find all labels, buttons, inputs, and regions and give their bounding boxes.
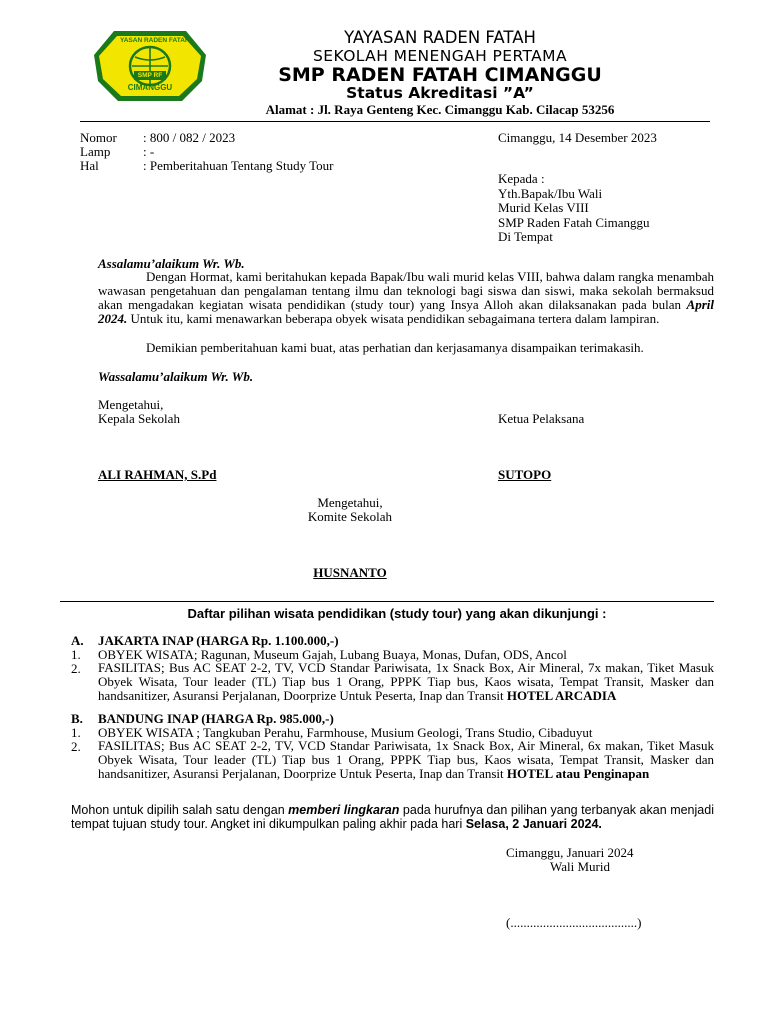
option-a2-hotel: HOTEL ARCADIA xyxy=(506,688,617,703)
recipient-line: Yth.Bapak/Ibu Wali xyxy=(498,185,603,201)
logo-bottom-text: CIMANGGU xyxy=(127,83,173,92)
hal-label: Hal xyxy=(80,158,99,173)
paragraph-1 xyxy=(98,270,714,326)
logo-mid-text: SMP RF xyxy=(137,72,163,79)
greeting: Assalamu’alaikum Wr. Wb. xyxy=(98,256,245,271)
recipient-line: Murid Kelas VIII xyxy=(498,200,589,215)
accreditation-status: Status Akreditasi ”A” xyxy=(346,84,534,102)
left-sign-l1: Mengetahui, xyxy=(98,397,164,412)
mid-sign-l2: Komite Sekolah xyxy=(307,509,393,524)
letter-date: Cimanggu, 14 Desember 2023 xyxy=(498,130,657,145)
selection-instructions xyxy=(71,803,714,831)
committee-name: HUSNANTO xyxy=(313,565,387,580)
option-b-marker: B. xyxy=(71,711,83,726)
recipient-line: SMP Raden Fatah Cimanggu xyxy=(498,214,650,230)
closing-greeting: Wassalamu’alaikum Wr. Wb. xyxy=(98,369,254,384)
parent-date: Cimanggu, Januari 2024 xyxy=(506,845,634,860)
option-a2 xyxy=(98,661,714,703)
option-b-title: BANDUNG INAP (HARGA Rp. 985.000,-) xyxy=(98,711,334,726)
option-b2-hotel: HOTEL atau Penginapan xyxy=(506,766,650,781)
school-logo xyxy=(90,25,210,103)
option-b1: OBYEK WISATA ; Tangkuban Perahu, Farmhouse, Musium Geologi, Trans Studio, Cibaduyut xyxy=(98,725,593,740)
option-a2-text: FASILITAS; Bus AC SEAT 2-2, TV, VCD Standar Pariwisata, 1x Snack Box, Air Mineral, 7x makan, Tiket Masuk Obyek Wisata, Tour leader (TL) Tiap bus 1 Orang, PPPK Tiap bus, Kaos wisata, Tempat Transit, Masker dan handsanitizer, Asuransi Perjalanan, Doorprize Untuk Peserta, Inap dan Transit xyxy=(98,660,714,703)
option-b2 xyxy=(98,739,714,781)
option-b2-text: FASILITAS; Bus AC SEAT 2-2, TV, VCD Standar Pariwisata, 1x Snack Box, Air Mineral, 6x makan, Tiket Masuk Obyek Wisata, Tour leader (TL) Tiap bus 1 Orang, PPPK Tiap bus, Kaos wisata, Tempat Transit, Masker dan handsanitizer, Asuransi Perjalanan, Doorprize Untuk Peserta, Inap dan Transit xyxy=(98,738,714,781)
option-b2-marker: 2. xyxy=(71,739,81,754)
deadline-date: Selasa, 2 Januari 2024. xyxy=(465,817,602,831)
lamp-label: Lamp xyxy=(80,144,111,159)
foundation-name: YAYASAN RADEN FATAH xyxy=(344,28,536,47)
section-divider xyxy=(60,601,714,602)
paragraph-2: Demikian pemberitahuan kami buat, atas perhatian dan kerjasamanya disampaikan terimakasih. xyxy=(146,340,644,355)
option-a1: OBYEK WISATA; Ragunan, Museum Gajah, Lubang Buaya, Monas, Dufan, ODS, Ancol xyxy=(98,647,567,662)
lamp-value: : - xyxy=(143,144,155,159)
instruction-text-2: pada hurufnya dan pilihan yang terbanyak akan menjadi tempat tujuan study tour. Angket ini dikumpulkan paling akhir pada hari xyxy=(71,803,714,831)
nomor-value: : 800 / 082 / 2023 xyxy=(143,130,236,145)
logo-top-text: YASAN RADEN FATAH xyxy=(120,37,190,44)
paragraph-1-text: Dengan Hormat, kami beritahukan kepada Bapak/Ibu wali murid kelas VIII, bahwa dalam rangka menambah wawasan pengetahuan dan pengalaman tentang ilmu dan teknologi bagi siswa dan siswi, maka sekolah bermaksud akan mengadakan kegiatan wisata pendidikan (study tour) yang Insya Alloh akan dilaksanakan pada bulan xyxy=(98,269,714,312)
left-sign-l2: Kepala Sekolah xyxy=(98,411,180,426)
instruction-emphasis: memberi lingkaran xyxy=(288,803,400,817)
option-b1-marker: 1. xyxy=(71,725,81,740)
paragraph-1-text-end: Untuk itu, kami menawarkan beberapa obyek wisata pendidikan sebagaimana tertera dalam lampiran. xyxy=(130,311,660,326)
event-month: April 2024. xyxy=(98,297,714,326)
committee-head-name: SUTOPO xyxy=(498,467,552,482)
option-a1-marker: 1. xyxy=(71,647,81,662)
option-a-marker: A. xyxy=(71,633,84,648)
instruction-text: Mohon untuk dipilih salah satu dengan xyxy=(71,803,285,817)
hal-value: : Pemberitahuan Tentang Study Tour xyxy=(143,158,334,173)
nomor-label: Nomor xyxy=(80,130,117,145)
parent-role: Wali Murid xyxy=(550,859,610,874)
school-level: SEKOLAH MENENGAH PERTAMA xyxy=(313,47,567,65)
mid-sign-l1: Mengetahui, xyxy=(317,495,383,510)
recipient-line: Di Tempat xyxy=(498,229,553,244)
option-a-title: JAKARTA INAP (HARGA Rp. 1.100.000,-) xyxy=(98,633,339,648)
recipient-block xyxy=(498,172,650,245)
header-divider xyxy=(80,121,710,122)
school-name: SMP RADEN FATAH CIMANGGU xyxy=(278,64,602,86)
recipient-line: Kepada : xyxy=(498,171,545,186)
school-address: Alamat : Jl. Raya Genteng Kec. Cimanggu Kab. Cilacap 53256 xyxy=(265,102,615,117)
right-sign-l1: Ketua Pelaksana xyxy=(498,411,585,426)
option-a2-marker: 2. xyxy=(71,661,81,676)
principal-name: ALI RAHMAN, S.Pd xyxy=(98,467,217,482)
list-title: Daftar pilihan wisata pendidikan (study tour) yang akan dikunjungi : xyxy=(187,606,607,621)
parent-signature-line: (.......................................) xyxy=(506,915,642,930)
